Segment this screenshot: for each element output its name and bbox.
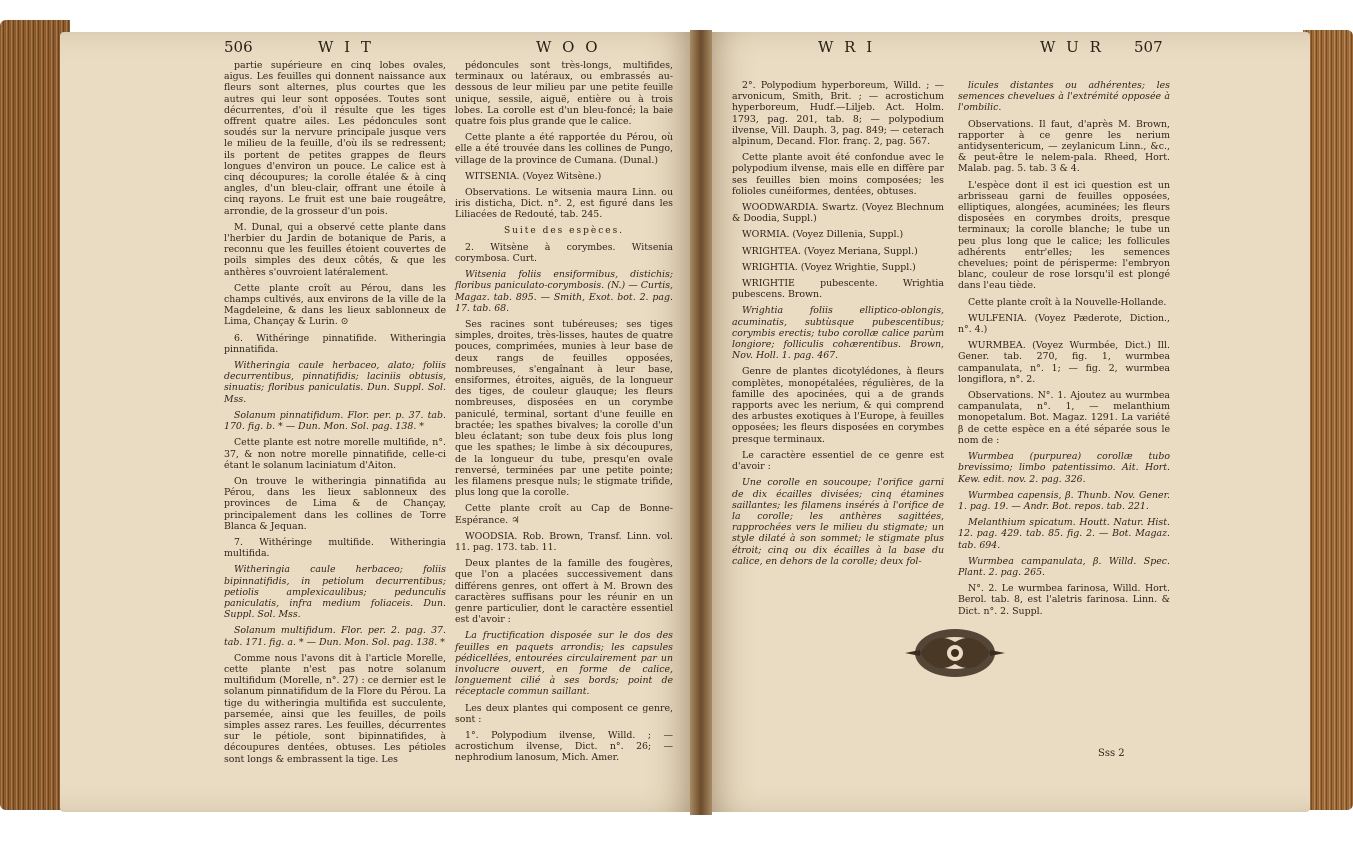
generic-character: La fructification disposée sur le dos des feuilles en paquets arrondis; les capsules pédicellées, entourées circulairement par un involucre ouvert, en forme de calice, longuement cilié à ses bords; point de réceptacle commun saillant.: [455, 630, 673, 698]
paragraph: L'espèce dont il est ici question est un arbrisseau garni de feuilles opposées, elliptiques, alongées, acuminées; les fleurs disposées en corymbes droits, presque terminaux; la corolle blanche; le tube un peu plus long que le calice; les follicules adhérents entr'elles; les semences chevelues; point de périsperme: l'embryon blanc, couleur de rose lorsqu'il est plongé dans l'eau tiède.: [958, 179, 1170, 292]
paragraph: 2°. Polypodium hyperboreum, Willd. ; — arvonicum, Smith, Brit. ; — acrostichum hyperboreum, Hudf.—Liljeb. Act. Holm. 1793, pag. 201, tab. 8; — polypodium ilvense, Vill. Dauph. 3, pag. 849; — ceterach alpinum, Decand. Flor. franç. 2, pag. 567.: [732, 80, 944, 148]
entry-heading: WURMBEA. (Voyez Wurmbée, Dict.) Ill. Gener. tab. 270, fig. 1, wurmbea campanulata, n°. 1; — fig. 2, wurmbea longiflora, n°. 2.: [958, 340, 1170, 385]
left-column-2: [455, 60, 673, 776]
synonym: Melanthium spicatum. Houtt. Natur. Hist. 12. pag. 429. tab. 85. fig. 2. — Bot. Magaz. tab. 694.: [958, 517, 1170, 551]
entry-heading: WRIGHTEA. (Voyez Meriana, Suppl.): [742, 245, 918, 257]
generic-character: Une corolle en soucoupe; l'orifice garni de dix écailles divisées; cinq étamines saillantes; les filamens insérés à l'orifice de la corolle; les anthères sagittées, rapprochées vers le milieu du stigmate; un style dilaté à son sommet; le stigmate plus étroit; cinq ou dix écailles à la base du calice, en dehors de la corolle; deux fol-: [732, 477, 944, 567]
paragraph: Cette plante est notre morelle multifide, n°. 37, & non notre morelle pinnatifide, celle-ci étant le solanum laciniatum d'Aiton.: [224, 437, 446, 471]
paragraph: pédoncules sont très-longs, multifides, terminaux ou latéraux, ou embrassés au-dessous de leur milieu par une petite feuille unique, sessile, aiguë, entière ou à trois lobes. La corolle est d'un bleu-foncé; la baie quatre fois plus grande que le calice.: [455, 60, 673, 128]
paragraph: Genre de plantes dicotylédones, à fleurs complètes, monopétalées, régulières, de la famille des apocinées, qui a de grands rapports avec les nerium, & qui comprend des arbustes exotiques à l'Europe, à feuilles opposées; les fleurs disposées en corymbes presque terminaux.: [732, 366, 944, 445]
paragraph: Ses racines sont tubéreuses; ses tiges simples, droites, très-lisses, hautes de quatre pouces, comprimées, munies à leur base de deux rangs de feuilles opposées, nombreuses, s'engaînant à leur base, ensiformes, étroites, aiguës, de la longueur des tiges, de couleur glauque; les fleurs nombreuses, disposées en un corymbe paniculé, terminal, sortant d'une feuille en bractée; les spathes bivalves; la corolle d'un bleu éclatant; son tube deux fois plus long que les spathes; le limbe à six découpures, de la longueur du tube, presqu'en ovale renversé, terminées par une petite pointe; les filamens presque nuls; le stigmate trifide, plus long que la corolle.: [455, 319, 673, 499]
book-gutter: [690, 30, 712, 815]
paragraph: M. Dunal, qui a observé cette plante dans l'herbier du Jardin de botanique de Paris, a reconnu que les feuilles étoient couvertes de poils simples des deux côtés, & que les anthères s'ouvroient latéralement.: [224, 221, 446, 278]
synonym: Solanum pinnatifidum. Flor. per. p. 37. tab. 170. fig. b. * — Dun. Mon. Sol. pag. 138. *: [224, 409, 446, 433]
paragraph: Observations. Le witsenia maura Linn. ou iris disticha, Dict. n°. 2, est figuré dans les Liliacées de Redouté, tab. 245.: [455, 187, 673, 221]
paragraph: 1°. Polypodium ilvense, Willd. ; — acrostichum ilvense, Dict. n°. 26; — nephrodium lanosum, Mich. Amer.: [455, 729, 673, 764]
paragraph: Les deux plantes qui composent ce genre, sont :: [455, 702, 673, 725]
paragraph: Le caractère essentiel de ce genre est d'avoir :: [732, 449, 944, 473]
right-page-edges: [1303, 30, 1353, 810]
left-running-head-1: W I T: [318, 38, 374, 56]
latin-diagnosis: Witheringia caule herbaceo; foliis bipinnatifidis, in petiolum decurrentibus; petiolis amplexicaulibus; pedunculis paniculatis, infra medium foliaceis. Dun. Suppl. Sol. Mss.: [224, 564, 446, 621]
printer-signature-mark: Sss 2: [1098, 748, 1125, 759]
paragraph: Cette plante croît au Cap de Bonne-Espérance. ♃: [455, 503, 673, 526]
entry-heading: WITSENIA. (Voyez Witsène.): [465, 170, 602, 182]
left-page-number: 506: [224, 38, 253, 56]
entry-heading: WORMIA. (Voyez Dillenia, Suppl.): [742, 229, 904, 241]
paragraph: Observations. N°. 1. Ajoutez au wurmbea campanulata, n°. 1, — melanthium monopetalum. Bot. Magaz. 1291. La variété β de cette espèce en a été séparée sous le nom de :: [958, 390, 1170, 446]
paragraph: Cette plante croît à la Nouvelle-Hollande.: [968, 296, 1167, 308]
right-column-2: [958, 80, 1170, 617]
paragraph: Deux plantes de la famille des fougères, que l'on a placées successivement dans différens genres, ont offert à M. Brown des caractères suffisans pour les réunir en un genre particulier, dont le caractère essentiel est d'avoir :: [455, 558, 673, 626]
entry-heading: WOODSIA. Rob. Brown, Transf. Linn. vol. 11. pag. 173. tab. 11.: [455, 530, 673, 553]
latin-diagnosis: Witsenia foliis ensiformibus, distichis; floribus paniculato-corymbosis. (N.) — Curtis, Magaz. tab. 895. — Smith, Exot. bot. 2. pag. 17. tab. 68.: [455, 269, 673, 314]
paragraph: Observations. Il faut, d'après M. Brown, rapporter à ce genre les nerium antidysentericum, — zeylanicum Linn., &c., & peut-être le nelem-pala. Rheed, Hort. Malab. pag. 5. tab. 3 & 4.: [958, 118, 1170, 175]
left-column-1: [224, 60, 446, 776]
entry-heading: WRIGHTIE pubescente. Wrightia pubescens. Brown.: [732, 278, 944, 301]
right-running-head-1: W R I: [818, 38, 876, 56]
entry-heading: 7. Withéringe multifide. Witheringia multifida.: [224, 536, 446, 560]
latin-diagnosis: Wrightia foliis elliptico-oblongis, acuminatis, subtùsque pubescentibus; corymbis erectis; tubo corollæ calice parùm longiore; folliculis cohærentibus. Brown, Nov. Holl. 1. pag. 467.: [732, 305, 944, 362]
right-column-1: [732, 80, 944, 610]
section-subheading: Suite des espèces.: [503, 225, 625, 236]
synonym: Wurmbea (purpurea) corollæ tubo brevissimo; limbo patentissimo. Ait. Hort. Kew. edit. nov. 2. pag. 326.: [958, 451, 1170, 485]
synonym: Wurmbea capensis, β. Thunb. Nov. Gener. 1. pag. 19. — Andr. Bot. repos. tab. 221.: [958, 489, 1170, 512]
paragraph: licules distantes ou adhérentes; les semences chevelues à l'extrémité opposée à l'ombilic.: [958, 80, 1170, 114]
paragraph: N°. 2. Le wurmbea farinosa, Willd. Hort. Berol. tab. 8, est l'aletris farinosa. Linn. & Dict. n°. 2. Suppl.: [958, 583, 1170, 617]
right-page-number: 507: [1134, 38, 1163, 56]
right-running-head-2: W U R: [1040, 38, 1104, 56]
paragraph: Comme nous l'avons dit à l'article Morelle, cette plante n'est pas notre solanum multifidum (Morelle, n°. 27) : ce dernier est le solanum pinnatifidum de la Flore du Pérou. La tige du witheringia multifida est succulente, parsemée, ainsi que les feuilles, de poils simples assez rares. Les feuilles, décurrentes sur le pétiole, sont bipinnatifides, à découpures dentées, obtuses. Les pétioles sont longs & embrassent la tige. Les: [224, 652, 446, 765]
paragraph: Cette plante croît au Pérou, dans les champs cultivés, aux environs de la ville de la Magdeleine, & dans les lieux sablonneux de Lima, Chançay & Lurin. ⊙: [224, 282, 446, 328]
paragraph: On trouve le witheringia pinnatifida au Pérou, dans les lieux sablonneux des provinces de Lima & de Chançay, principalement dans les collines de Torre Blanca & Jequan.: [224, 475, 446, 532]
paragraph: partie supérieure en cinq lobes ovales, aigus. Les feuilles qui donnent naissance aux fleurs sont alternes, plus courtes que les autres qui leur sont opposées. Toutes sont décurrentes, d'où il résulte que les tiges offrent quatre ailes. Les pédoncules sont soudés sur la nervure principale jusque vers le milieu de la feuille, d'où ils se redressent; ils portent de petites grappes de fleurs longues d'environ un pouce. Le calice est à cinq découpures; la corolle étalée & à cinq angles, d'un bleu-clair, offrant une étoile à cinq rayons. Le fruit est une baie rougeâtre, arrondie, de la grosseur d'un pois.: [224, 60, 446, 217]
left-running-head-2: W O O: [536, 38, 601, 56]
paragraph: Cette plante avoit été confondue avec le polypodium ilvense, mais elle en diffère par ses feuilles bien moins composées; les folioles cunéiformes, dentées, obtuses.: [732, 152, 944, 197]
paragraph: Cette plante a été rapportée du Pérou, où elle a été trouvée dans les collines de Pungo, village de la province de Cumana. (Dunal.): [455, 132, 673, 166]
synonym: Wurmbea campanulata, β. Willd. Spec. Plant. 2. pag. 265.: [958, 555, 1170, 578]
entry-heading: WOODWARDIA. Swartz. (Voyez Blechnum & Doodia, Suppl.): [732, 202, 944, 225]
entry-heading: WULFENIA. (Voyez Pæderote, Diction., n°. 4.): [958, 312, 1170, 336]
entry-heading: 6. Withéringe pinnatifide. Witheringia pinnatifida.: [224, 332, 446, 355]
latin-diagnosis: Witheringia caule herbaceo, alato; foliis decurrentibus, pinnatifidis; laciniis obtusis, sinuatis; floribus paniculatis. Dun. Suppl. Sol. Mss.: [224, 360, 446, 405]
entry-heading: 2. Witsène à corymbes. Witsenia corymbosa. Curt.: [455, 241, 673, 265]
entry-heading: WRIGHTIA. (Voyez Wrightie, Suppl.): [742, 261, 916, 273]
tailpiece-ornament-icon: [900, 620, 1010, 686]
synonym: Solanum multifidum. Flor. per. 2. pag. 37. tab. 171. fig. a. * — Dun. Mon. Sol. pag. 138. *: [224, 625, 446, 648]
